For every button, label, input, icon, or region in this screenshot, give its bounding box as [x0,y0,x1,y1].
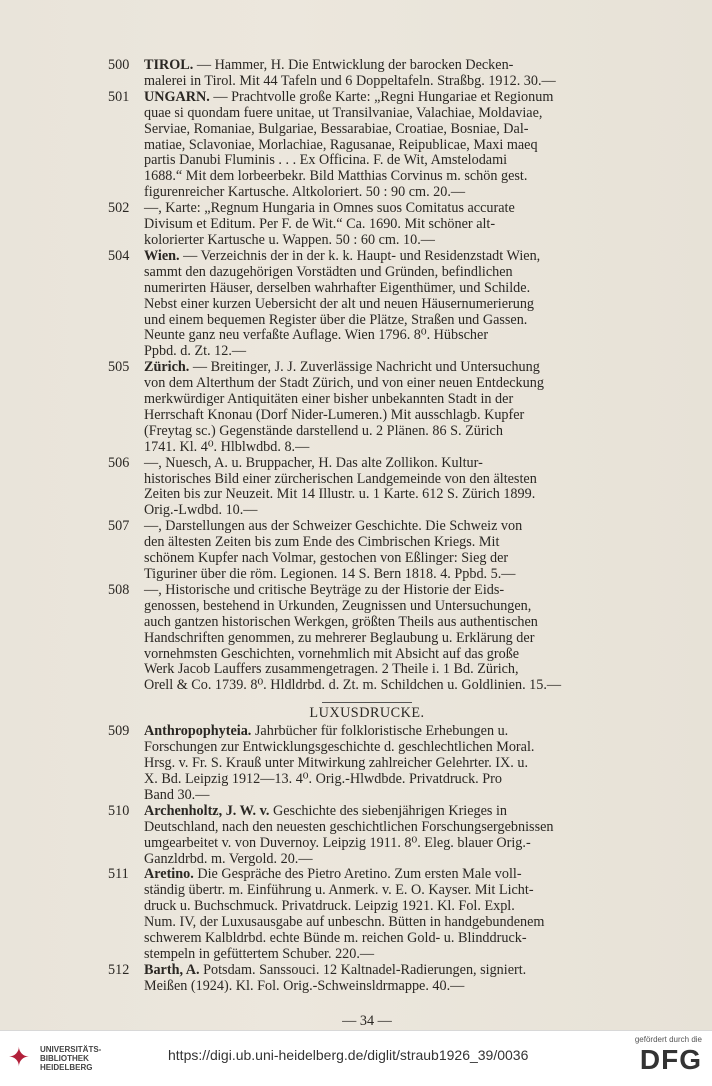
entry-heading: Wien. [144,247,180,264]
entry-line [144,804,626,820]
entry-line [144,424,626,440]
entry-line-text: Zeiten bis zur Neuzeit. Mit 14 Illustr. u. 1 Karte. 612 S. Zürich 1899. [144,486,536,503]
entry-line-text: stempeln in gefüttertem Schuber. 220.— [144,945,375,962]
entry-line-text: den ältesten Zeiten bis zum Ende des Cimbrischen Kriegs. Mit [144,534,500,551]
entry-line-text: und einem bequemen Register über die Plätze, Straßen und Gassen. [144,311,528,328]
entry-line-text: von dem Alterthum der Stadt Zürich, und von einer neuen Entdeckung [144,375,544,392]
entry-line [144,344,626,360]
entry-line [144,599,626,615]
entry-line-text: Forschungen zur Entwicklungsgeschichte d. geschlechtlichen Moral. [144,739,535,756]
entry-line-text: partis Danubi Fluminis . . . Ex Officina. F. de Wit, Amstelodami [144,152,508,169]
entry-line-text: ständig übertr. m. Einführung u. Anmerk. v. E. O. Kayser. Mit Licht- [144,882,534,899]
section-title: LUXUSDRUCKE. [309,705,425,722]
entry-line [144,360,626,376]
entry-line-text: Band 30.— [144,786,210,803]
entry-number: 511 [108,866,129,883]
entry-line-text: merkwürdiger Antiquitäten einer bisher unbekannten Stadt in der [144,391,514,408]
entry-line [144,820,626,836]
entry-line-text: Geschichte des siebenjährigen Krieges in [273,802,508,819]
entry-line [144,153,626,169]
entry-line [144,201,626,217]
entry-line-text: 1741. Kl. 4⁰. Hlblwdbd. 8.— [144,438,310,455]
entry-line-text: druck u. Buchschmuck. Privatdruck. Leipzig 1921. Kl. Fol. Expl. [144,898,515,915]
entry-line [144,583,626,599]
entry-line [144,472,626,488]
entry-line-text: figurenreicher Kartusche. Altkoloriert. 50 : 90 cm. 20.— [144,184,466,201]
page-content [108,58,626,1030]
entry-heading: UNGARN. [144,88,210,105]
entry-line [144,551,626,567]
catalog-entry [108,249,626,360]
entry-line-text: — Verzeichnis der in der k. k. Haupt- und Residenzstadt Wien, [183,247,541,264]
library-logo[interactable] [8,1039,138,1079]
entry-line [144,122,626,138]
entry-line [144,740,626,756]
entry-line-text: Ganzldrbd. m. Vergold. 20.— [144,850,313,867]
dfg-logo-text: DFG [639,1044,702,1075]
page-number: — 34 — [342,1012,392,1029]
entry-line [144,58,626,74]
entry-line-text: malerei in Tirol. Mit 44 Tafeln und 6 Doppeltafeln. Straßbg. 1912. 30.— [144,72,556,89]
entry-number: 505 [108,359,130,376]
entry-line [144,535,626,551]
entry-heading: TIROL. [144,57,194,73]
entry-line-text: —, Historische und critische Beyträge zu der Historie der Eids- [144,581,505,598]
entry-line [144,979,626,995]
entry-line [144,74,626,90]
entry-line [144,185,626,201]
entry-line [144,233,626,249]
entry-line-text: Die Gespräche des Pietro Aretino. Zum ersten Male voll- [197,866,522,883]
permalink-url[interactable]: https://digi.ub.uni-heidelberg.de/diglit/straub1926_39/0036 [168,1047,529,1063]
catalog-entry [108,867,626,962]
entry-line-text: — Breitinger, J. J. Zuverlässige Nachricht und Untersuchung [192,359,540,376]
entry-heading: Zürich. [144,359,190,376]
entry-number: 502 [108,200,130,217]
entry-line-text: Deutschland, nach den neuesten geschichtlichen Forschungsergebnissen [144,818,554,835]
section-rule [322,702,412,703]
entry-line [144,265,626,281]
entry-line [144,867,626,883]
entry-number: 501 [108,88,130,105]
entry-number: 500 [108,57,130,73]
library-logo-icon: ✦ [8,1042,30,1072]
entry-line [144,772,626,788]
entry-line-text: 1688.“ Mit dem lorbeerbekr. Bild Matthias Corvinus m. schön gest. [144,168,528,185]
entry-line-text: Meißen (1924). Kl. Fol. Orig.-Schweinsldrmappe. 40.— [144,977,465,994]
catalog-entry [108,360,626,455]
entry-line-text: sammt den dazugehörigen Vorstädten und Gründen, befindlichen [144,263,513,280]
entry-line [144,836,626,852]
entry-line [144,440,626,456]
entry-line [144,217,626,233]
entry-line-text: Hrsg. v. Fr. S. Krauß unter Mitwirkung zahlreicher Gelehrter. IX. u. [144,755,529,772]
entry-number: 507 [108,518,130,535]
entry-line [144,519,626,535]
entry-line-text: —, Darstellungen aus der Schweizer Geschichte. Die Schweiz von [144,518,523,535]
entry-line [144,756,626,772]
entry-line [144,297,626,313]
entry-line-text: umgearbeitet v. von Duvernoy. Leipzig 1911. 8⁰. Eleg. blauer Orig.- [144,834,531,851]
entry-line [144,724,626,740]
entry-line-text: —, Nuesch, A. u. Bruppacher, H. Das alte Zollikon. Kultur- [144,454,483,471]
entry-line-text: matiae, Sclavoniae, Morlachiae, Ragusanae, Reipublicae, Maxi maeq [144,136,538,153]
entry-line-text: (Freytag sc.) Gegenstände darstellend u. 2 Plänen. 86 S. Zürich [144,422,503,439]
entry-line [144,90,626,106]
entry-line [144,662,626,678]
entry-line [144,883,626,899]
entry-line [144,456,626,472]
entry-line [144,376,626,392]
entry-line [144,169,626,185]
dfg-subtitle: gefördert durch die [634,1035,702,1044]
catalog-entry [108,583,626,694]
entry-line [144,947,626,963]
entry-line-text: vornehmsten Geschichten, vornehmlich mit Absicht auf das große [144,645,520,662]
entry-line-text: genossen, bestehend in Urkunden, Zeugnissen und Untersuchungen, [144,597,532,614]
entry-line-text: Werk Jacob Lauffers zusammengetragen. 2 Theile i. 1 Bd. Zürich, [144,661,519,678]
entry-line-text: X. Bd. Leipzig 1912—13. 4⁰. Orig.-Hlwdbde. Privatdruck. Pro [144,770,502,787]
entry-line [144,487,626,503]
entry-heading: Barth, A. [144,961,200,978]
entry-line-text: Num. IV, der Luxusausgabe auf unbeschn. Bütten in handgebundenem [144,914,545,931]
entry-line [144,503,626,519]
entry-number: 508 [108,581,130,598]
entry-line [144,408,626,424]
entry-line [144,788,626,804]
catalog-entry [108,963,626,995]
entry-line-text: Herrschaft Knonau (Dorf Nider-Lumeren.) Mit ausschlagb. Kupfer [144,406,525,423]
entry-number: 510 [108,802,130,819]
entry-heading: Anthropophyteia. [144,723,252,740]
entry-line [144,567,626,583]
catalog-entry [108,724,626,804]
entry-line [144,631,626,647]
entry-line [144,281,626,297]
entry-line [144,678,626,694]
entry-line [144,963,626,979]
entry-line-text: schwerem Kalbldrbd. echte Bünde m. reichen Gold- u. Blinddruck- [144,930,527,947]
catalog-entry [108,804,626,868]
entry-line [144,915,626,931]
entry-line-text: schönem Kupfer nach Volmar, gestochen von Eßlinger: Sieg der [144,550,509,567]
entry-line [144,138,626,154]
entry-line-text: — Prachtvolle große Karte: „Regni Hungariae et Regionum [213,88,554,105]
entry-number: 504 [108,247,130,264]
entries-top [108,58,626,694]
entry-line-text: Jahrbücher für folkloristische Erhebungen u. [254,723,509,740]
entry-line-text: quae si quondam fuere unitae, ut Transilvaniae, Valachiae, Moldaviae, [144,104,543,121]
entry-line-text: Handschriften genommen, zu mehrerer Beglaubung u. Erklärung der [144,629,535,646]
entry-heading: Archenholtz, J. W. v. [144,802,270,819]
entries-bottom [108,724,626,994]
entry-heading: Aretino. [144,866,194,883]
entry-line-text: historisches Bild einer zürcherischen Landgemeinde von den ältesten [144,470,537,487]
dfg-logo[interactable] [607,1035,702,1081]
entry-line [144,392,626,408]
entry-line [144,852,626,868]
library-logo-text: UNIVERSITÄTS- BIBLIOTHEK HEIDELBERG [40,1045,102,1072]
catalog-entry [108,58,626,90]
catalog-entry [108,519,626,583]
entry-line-text: auch gantzen historischen Werkgen, größten Theils aus authentischen [144,613,538,630]
entry-line-text: Neunte ganz neu verfaßte Auflage. Wien 1796. 8⁰. Hübscher [144,327,489,344]
entry-line-text: — Hammer, H. Die Entwicklung der barocken Decken- [196,57,514,73]
entry-line-text: Divisum et Editum. Per F. de Wit.“ Ca. 1690. Mit schöner alt- [144,216,496,233]
entry-line-text: —, Karte: „Regnum Hungaria in Omnes suos Comitatus accurate [144,200,515,217]
entry-line [144,249,626,265]
catalog-entry [108,201,626,249]
entry-line [144,106,626,122]
entry-line [144,647,626,663]
entry-line-text: kolorierter Kartusche u. Wappen. 50 : 60 cm. 10.— [144,231,435,248]
viewer-footer [0,1030,712,1086]
entry-line-text: Orell & Co. 1739. 8⁰. Hldldrbd. d. Zt. m. Schildchen u. Goldlinien. 15.— [144,677,562,694]
entry-number: 509 [108,723,130,740]
entry-line-text: Nebst einer kurzen Uebersicht der alt und neuen Häusernumerierung [144,295,535,312]
entry-line [144,931,626,947]
entry-line-text: Ppbd. d. Zt. 12.— [144,343,247,360]
entry-line [144,615,626,631]
entry-line [144,313,626,329]
entry-number: 506 [108,454,130,471]
catalog-entry [108,456,626,520]
entry-line-text: Tiguriner über die röm. Legionen. 14 S. Bern 1818. 4. Ppbd. 5.— [144,566,516,582]
entry-line-text: Orig.-Lwdbd. 10.— [144,502,258,519]
entry-number: 512 [108,961,130,978]
entry-line-text: Potsdam. Sanssouci. 12 Kaltnadel-Radierungen, signiert. [203,961,527,978]
entry-line-text: Serviae, Romaniae, Bulgariae, Bessarabiae, Croatiae, Bosniae, Dal- [144,120,529,137]
entry-line [144,328,626,344]
entry-line-text: numerirten Häuser, derselben wahrhafter Eigenthümer, und Schilde. [144,279,531,296]
catalog-entry [108,90,626,201]
entry-line [144,899,626,915]
